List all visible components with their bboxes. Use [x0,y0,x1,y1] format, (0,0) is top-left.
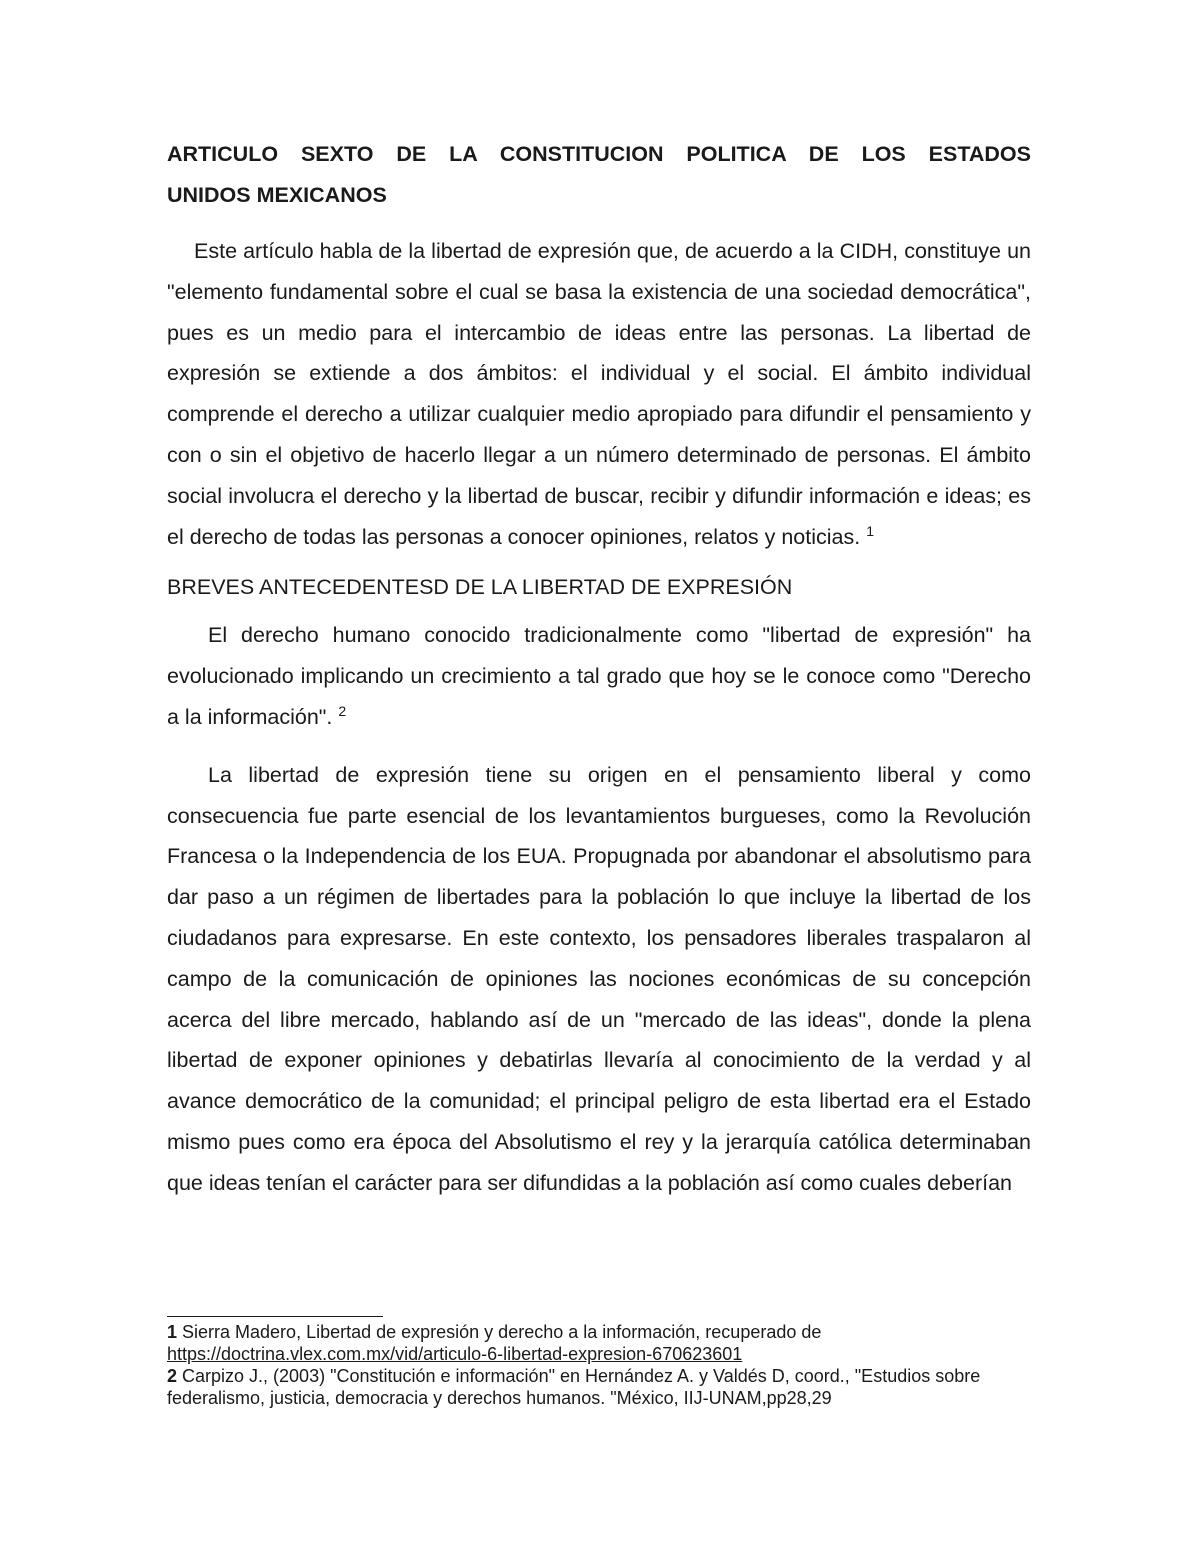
section-heading: BREVES ANTECEDENTESD DE LA LIBERTAD DE EXPRESIÓN [167,575,793,600]
footnote-1-text: Sierra Madero, Libertad de expresión y derecho a la información, recuperado de [177,1322,822,1342]
paragraph-origen: La libertad de expresión tiene su origen en el pensamiento liberal y como consecuencia fue parte esencial de los levantamientos burgueses, como la Revolución Francesa o la Independencia de los EUA. Propugnada por abandonar el absolutismo para dar paso a un régimen de libertades para la población lo que incluye la libertad de los ciudadanos para expresarse. En este contexto, los pensadores liberales traspalaron al campo de la comunicación de opiniones las nociones económicas de su concepción acerca del libre mercado, hablando así de un "mercado de las ideas", donde la plena libertad de exponer opiniones y debatirlas llevaría al conocimiento de la verdad y al avance democrático de la comunidad; el principal peligro de esta libertad era el Estado mismo pues como era época del Absolutismo el rey y la jerarquía católica determinaban que ideas tenían el carácter para ser difundidas a la población así como cuales deberían [167,762,1031,1195]
footnote-reference-1[interactable]: 1 [866,522,874,539]
footnote-separator [167,1316,383,1317]
paragraph-intro [167,231,1031,557]
footnote-1 [167,1321,1031,1365]
title-line-1: ARTICULO SEXTO DE LA CONSTITUCION POLITICA DE LOS ESTADOS [167,142,1031,166]
footnote-1-link[interactable]: https://doctrina.vlex.com.mx/vid/articulo-6-libertad-expresion-670623601 [167,1344,743,1364]
title-line-2: UNIDOS MEXICANOS [167,183,387,207]
footnote-1-number: 1 [167,1322,178,1342]
footnotes [167,1321,1031,1409]
page-title [167,134,1031,216]
footnote-2 [167,1365,1031,1409]
paragraph-derecho-text: El derecho humano conocido tradicionalmente como "libertad de expresión" ha evolucionado implicando un crecimiento a tal grado que hoy se le conoce como "Derecho a la información". [167,623,1031,729]
paragraph-intro-text: Este artículo habla de la libertad de expresión que, de acuerdo a la CIDH, constituye un "elemento fundamental sobre el cual se basa la existencia de una sociedad democrática", pues es un medio para el intercambio de ideas entre las personas. La libertad de expresión se extiende a dos ámbitos: el individual y el social. El ámbito individual comprende el derecho a utilizar cualquier medio apropiado para difundir el pensamiento y con o sin el objetivo de hacerlo llegar a un número determinado de personas. El ámbito social involucra el derecho y la libertad de buscar, recibir y difundir información e ideas; es el derecho de todas las personas a conocer opiniones, relatos y noticias. [167,239,1031,549]
footnote-2-number: 2 [167,1366,178,1386]
footnote-reference-2[interactable]: 2 [338,702,347,719]
footnote-2-text: Carpizo J., (2003) "Constitución e información" en Hernández A. y Valdés D, coord., "Estudios sobre federalismo, justicia, democracia y derechos humanos. "México, IIJ-UNAM,pp28,29 [167,1366,981,1408]
paragraph-derecho-informacion [167,615,1031,737]
document-body [167,134,1031,1204]
